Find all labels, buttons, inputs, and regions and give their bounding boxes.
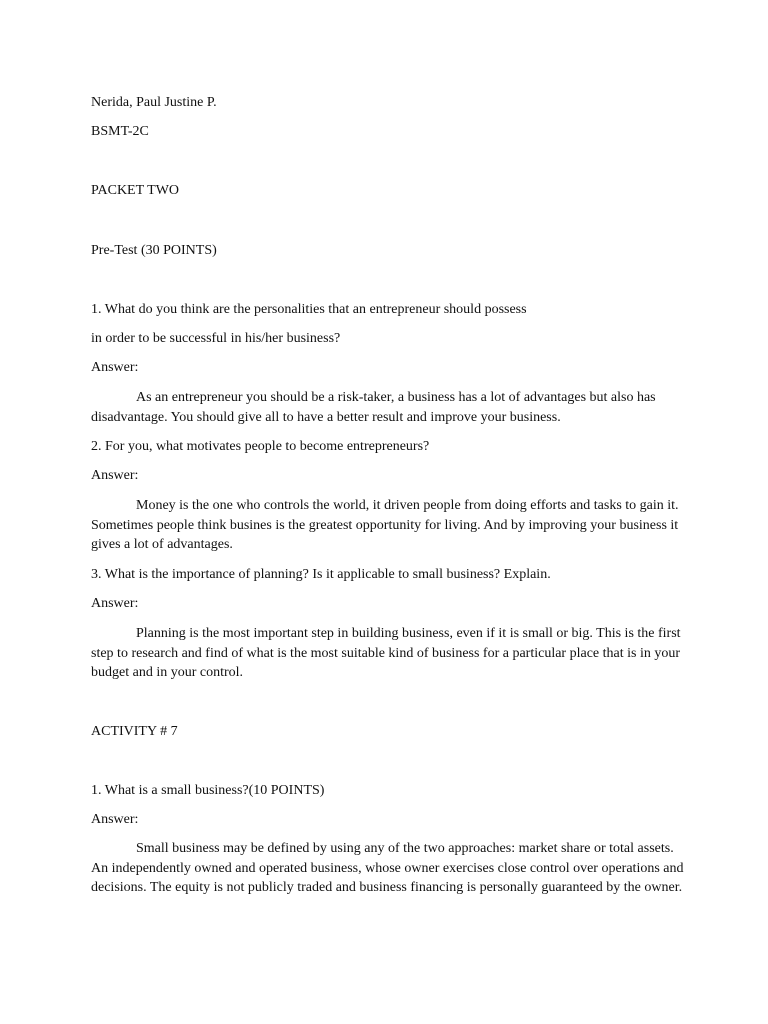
student-section: BSMT-2C: [91, 124, 149, 139]
pretest-answer-2-label: Answer:: [91, 468, 139, 483]
pretest-question-3: 3. What is the importance of planning? Is it applicable to small business? Explain.: [91, 567, 551, 582]
pretest-answer-3: Planning is the most important step in building business, even if it is small or big. This is the first step to research and find of what is the most suitable kind of business for a particular place that is in your budget and in your control.: [91, 626, 681, 681]
pretest-question-1-line-1: 1. What do you think are the personalities that an entrepreneur should possess: [91, 302, 527, 317]
activity-title: ACTIVITY # 7: [91, 724, 178, 739]
pretest-title: Pre-Test (30 POINTS): [91, 243, 217, 258]
pretest-answer-2: Money is the one who controls the world, it driven people from doing efforts and tasks to gain it. Sometimes people think busines is the greatest opportunity for living. And by improving your business it gives a lot of advantages.: [91, 498, 679, 553]
packet-title: PACKET TWO: [91, 183, 180, 198]
activity-answer-1-label: Answer:: [91, 812, 139, 827]
activity-answer-1: Small business may be defined by using any of the two approaches: market share or total assets. An independently owned and operated business, whose owner exercises close control over operations and decisions. The equity is not publicly traded and business financing is personally guaranteed by the owner.: [91, 841, 684, 896]
pretest-answer-1-label: Answer:: [91, 360, 139, 375]
activity-question-1: 1. What is a small business?(10 POINTS): [91, 783, 325, 798]
pretest-answer-3-label: Answer:: [91, 596, 139, 611]
pretest-question-2: 2. For you, what motivates people to become entrepreneurs?: [91, 439, 430, 454]
student-name: Nerida, Paul Justine P.: [91, 95, 217, 110]
pretest-answer-1: As an entrepreneur you should be a risk-taker, a business has a lot of advantages but also has disadvantage. You should give all to have a better result and improve your business.: [91, 390, 656, 425]
pretest-question-1-line-2: in order to be successful in his/her business?: [91, 331, 341, 346]
